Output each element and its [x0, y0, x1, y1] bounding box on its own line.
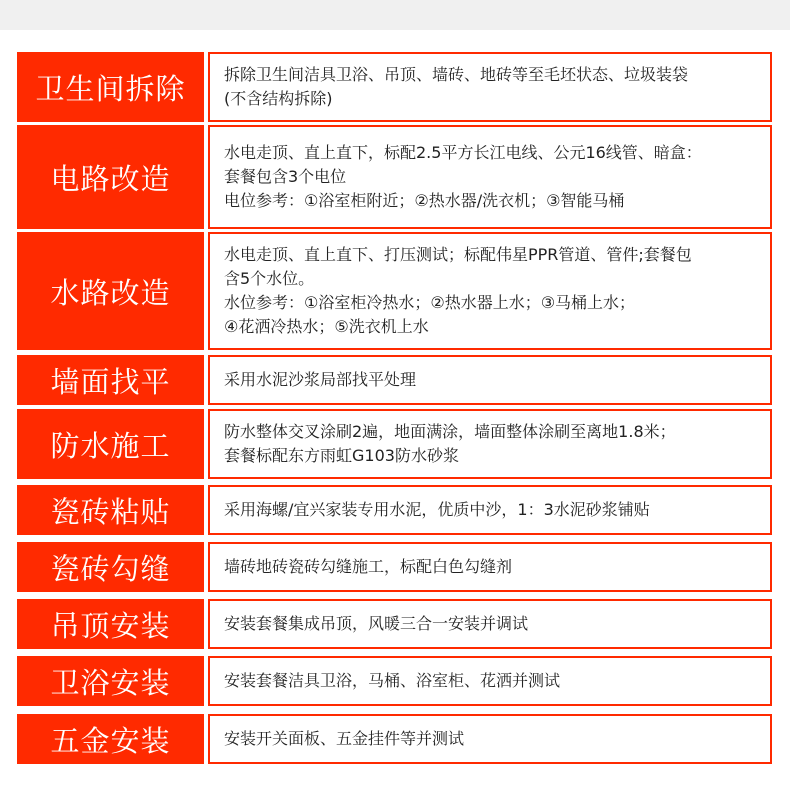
- row-description: [208, 232, 772, 350]
- row-description: [208, 542, 772, 592]
- description-line: 电位参考：①浴室柜附近；②热水器/洗衣机；③智能马桶: [224, 191, 625, 210]
- description-line: 安装套餐集成吊顶，风暖三合一安装并调试: [224, 614, 529, 633]
- description-line: 拆除卫生间洁具卫浴、吊顶、墙砖、地砖等至毛坯状态、垃圾装袋: [224, 65, 689, 84]
- row-label: 卫浴安装: [17, 656, 204, 706]
- table-row: [17, 656, 772, 706]
- description-line: 套餐标配东方雨虹G103防水砂浆: [224, 446, 459, 465]
- table-row: [17, 232, 772, 350]
- description-line: (不含结构拆除): [224, 89, 333, 108]
- row-description: [208, 656, 772, 706]
- row-label: 电路改造: [17, 125, 204, 229]
- table-row: [17, 599, 772, 649]
- table-row: [17, 409, 772, 479]
- description-line: 墙砖地砖瓷砖勾缝施工，标配白色勾缝剂: [224, 557, 513, 576]
- description-line: 安装套餐洁具卫浴，马桶、浴室柜、花洒并测试: [224, 671, 561, 690]
- table-row: [17, 542, 772, 592]
- description-line: 防水整体交叉涂刷2遍，地面满涂，墙面整体涂刷至离地1.8米；: [224, 422, 676, 441]
- row-label: 水路改造: [17, 232, 204, 350]
- row-label: 瓷砖粘贴: [17, 485, 204, 535]
- description-line: 含5个水位。: [224, 269, 315, 288]
- row-label: 五金安装: [17, 714, 204, 764]
- description-line: 采用海螺/宜兴家装专用水泥，优质中沙，1：3水泥砂浆铺贴: [224, 500, 650, 519]
- table-row: [17, 485, 772, 535]
- description-line: 水电走顶、直上直下、打压测试；标配伟星PPR管道、管件;套餐包: [224, 245, 692, 264]
- top-band: [0, 0, 790, 30]
- row-description: [208, 125, 772, 229]
- row-label: 防水施工: [17, 409, 204, 479]
- row-label: 瓷砖勾缝: [17, 542, 204, 592]
- row-label: 吊顶安装: [17, 599, 204, 649]
- description-line: 安装开关面板、五金挂件等并测试: [224, 729, 465, 748]
- description-line: 水位参考：①浴室柜冷热水；②热水器上水；③马桶上水；: [224, 293, 636, 312]
- row-description: [208, 714, 772, 764]
- table-row: [17, 714, 772, 764]
- row-description: [208, 409, 772, 479]
- description-line: 套餐包含3个电位: [224, 167, 347, 186]
- row-description: [208, 355, 772, 405]
- row-label: 墙面找平: [17, 355, 204, 405]
- row-description: [208, 52, 772, 122]
- row-description: [208, 485, 772, 535]
- description-line: ④花洒冷热水；⑤洗衣机上水: [224, 317, 429, 336]
- row-label: 卫生间拆除: [17, 52, 204, 122]
- table-row: [17, 355, 772, 405]
- description-line: 采用水泥沙浆局部找平处理: [224, 370, 417, 389]
- table-row: [17, 52, 772, 122]
- row-description: [208, 599, 772, 649]
- table-row: [17, 125, 772, 229]
- description-line: 水电走顶、直上直下，标配2.5平方长江电线、公元16线管、暗盒：: [224, 143, 702, 162]
